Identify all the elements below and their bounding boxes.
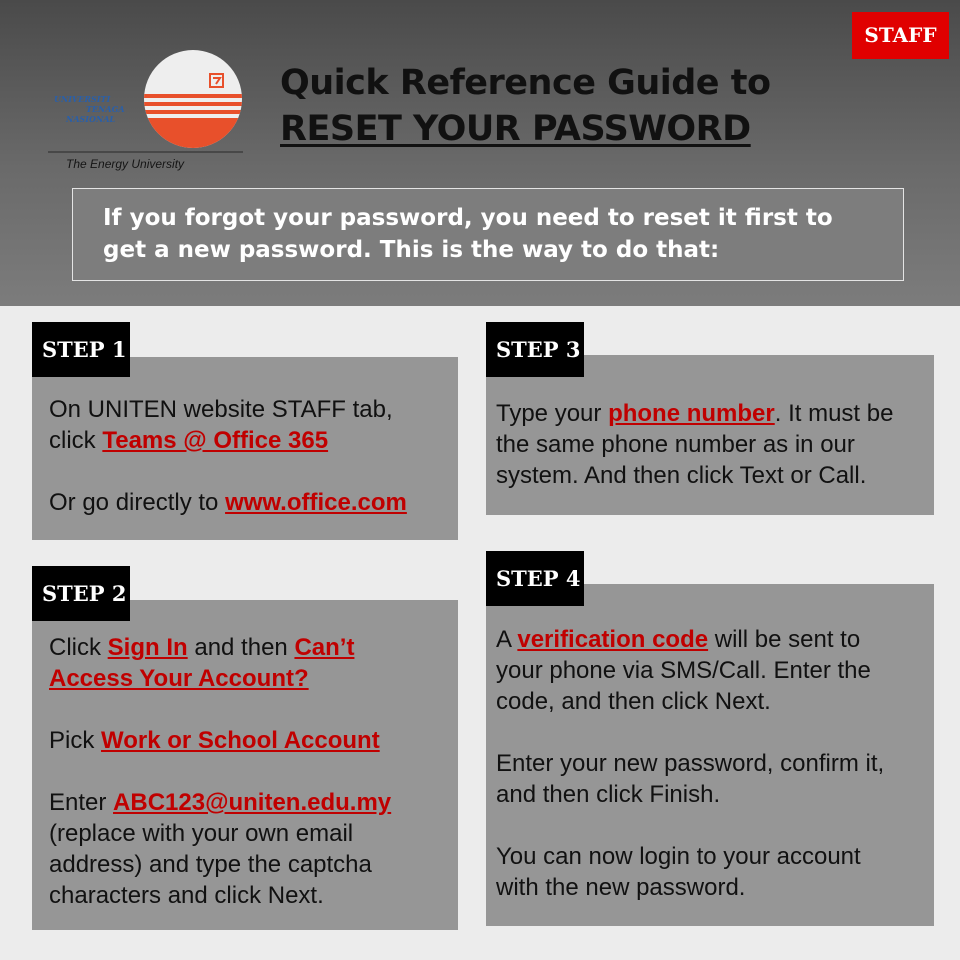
logo-tagline: The Energy University bbox=[66, 157, 185, 171]
step3-p1: Type your phone number. It must be the same phone number as in our system. And then click Text or Call. bbox=[496, 400, 894, 489]
work-school-account-link[interactable]: Work or School Account bbox=[101, 727, 380, 754]
office-com-link[interactable]: www.office.com bbox=[225, 489, 407, 516]
step4-panel bbox=[486, 584, 934, 926]
step2-p3: Enter ABC123@uniten.edu.my (replace with your own email address) and type the captcha characters and click Next. bbox=[49, 789, 392, 909]
email-example-link[interactable]: ABC123@uniten.edu.my bbox=[113, 789, 392, 816]
step2-p2: Pick Work or School Account bbox=[49, 727, 380, 754]
verification-code-link[interactable]: verification code bbox=[517, 626, 709, 653]
cant-access-account-link[interactable]: Can’t Access Your Account? bbox=[49, 634, 355, 692]
page-title bbox=[280, 60, 771, 152]
step2-p1: Click Sign In and then Can’t Access Your Account? bbox=[49, 634, 355, 692]
logo-graphic bbox=[48, 44, 248, 154]
step4-label: STEP 4 bbox=[486, 551, 584, 606]
title-line2: RESET YOUR PASSWORD bbox=[280, 109, 751, 149]
step1-p2: Or go directly to www.office.com bbox=[49, 489, 407, 516]
step3-panel bbox=[486, 355, 934, 515]
intro-box: If you forgot your password, you need to reset it first to get a new password. This is the way to do that: bbox=[72, 188, 904, 281]
logo-text-line1: UNIVERSITI bbox=[54, 94, 111, 104]
logo-text-line2: TENAGA bbox=[86, 104, 125, 114]
step4-p3: You can now login to your account with the new password. bbox=[496, 843, 861, 901]
step2-panel bbox=[32, 600, 458, 930]
step1-panel bbox=[32, 357, 458, 540]
step4-p2: Enter your new password, confirm it, and then click Finish. bbox=[496, 750, 885, 808]
step2-label: STEP 2 bbox=[32, 566, 130, 621]
phone-number-link[interactable]: phone number bbox=[608, 400, 775, 427]
step4-p1: A verification code will be sent to your phone via SMS/Call. Enter the code, and then click Next. bbox=[496, 626, 871, 715]
staff-badge: STAFF bbox=[852, 12, 949, 59]
step1-label: STEP 1 bbox=[32, 322, 130, 377]
step3-label: STEP 3 bbox=[486, 322, 584, 377]
sign-in-link[interactable]: Sign In bbox=[107, 634, 188, 661]
teams-office365-link[interactable]: Teams @ Office 365 bbox=[102, 427, 329, 454]
header-banner bbox=[0, 0, 960, 306]
logo-text-line3: NASIONAL bbox=[66, 114, 116, 124]
title-line1: Quick Reference Guide to bbox=[280, 63, 771, 103]
step1-p1: On UNITEN website STAFF tab, click Teams @ Office 365 bbox=[49, 396, 393, 454]
uniten-logo bbox=[48, 44, 248, 180]
